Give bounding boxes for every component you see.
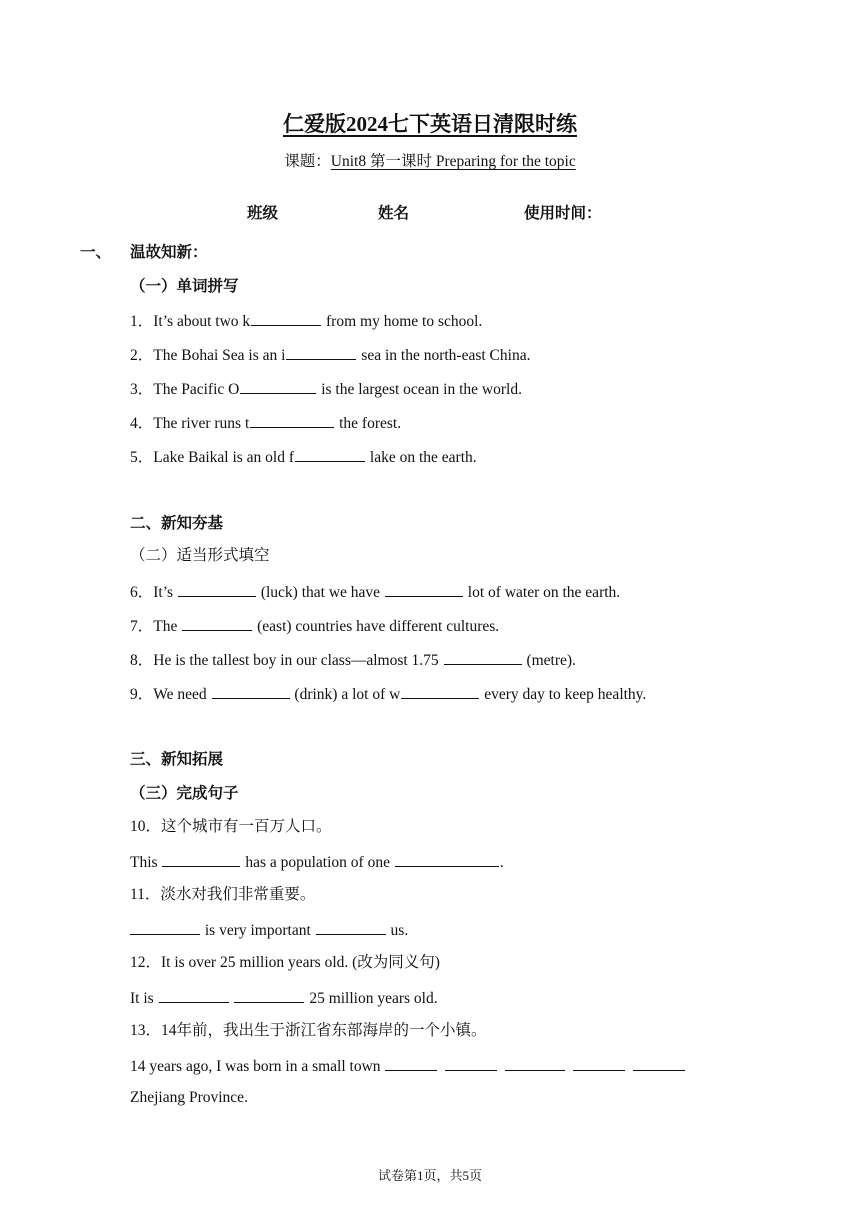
- question-text: (drink) a lot of w: [290, 686, 401, 703]
- question-12-prompt: 12．It is over 25 million years old. (改为同义句): [130, 954, 440, 971]
- class-label: 班级: [247, 204, 279, 222]
- part-1-title: （一）单词拼写: [130, 277, 239, 295]
- answer-blank[interactable]: [316, 919, 386, 935]
- question-text: 25 million years old.: [305, 990, 438, 1007]
- section-1-number: 一、: [80, 243, 112, 261]
- question-text: .: [499, 854, 504, 871]
- question-6: [130, 581, 620, 603]
- part-2-title: （二）适当形式填空: [130, 547, 270, 564]
- answer-blank[interactable]: [295, 446, 365, 462]
- question-text: (luck) that we have: [256, 584, 384, 601]
- subtitle-label: 课题：: [284, 153, 331, 170]
- question-11-prompt: 11．淡水对我们非常重要。: [130, 886, 316, 903]
- question-10-prompt: 10．这个城市有一百万人口。: [130, 818, 332, 835]
- question-text: lake on the earth.: [366, 449, 477, 466]
- question-text: It’s about two k: [153, 313, 251, 330]
- question-text: sea in the north-east China.: [357, 347, 531, 364]
- question-text: The: [153, 618, 182, 635]
- answer-blank[interactable]: [395, 851, 499, 867]
- question-2: [130, 344, 530, 366]
- question-text: lot of water on the earth.: [463, 584, 621, 601]
- question-5: [130, 446, 477, 468]
- section-2-title: 二、新知夯基: [130, 514, 224, 532]
- question-text: This: [130, 854, 162, 871]
- question-text: We need: [153, 686, 211, 703]
- question-10-answer: [130, 851, 504, 873]
- answer-blank[interactable]: [286, 344, 356, 360]
- question-text: The Bohai Sea is an i: [153, 347, 286, 364]
- page-footer: 试卷第1页，共5页: [377, 1168, 482, 1183]
- answer-blank[interactable]: [401, 683, 479, 699]
- question-number: 2．: [130, 347, 154, 364]
- answer-blank[interactable]: [573, 1055, 625, 1071]
- question-text: the forest.: [335, 415, 402, 432]
- question-text: is the largest ocean in the world.: [317, 381, 522, 398]
- answer-blank[interactable]: [633, 1055, 685, 1071]
- question-text: The river runs t: [153, 415, 250, 432]
- question-8: [130, 649, 576, 671]
- answer-blank[interactable]: [385, 1055, 437, 1071]
- section-3-title: 三、新知拓展: [130, 750, 224, 768]
- question-text: It is: [130, 990, 158, 1007]
- answer-blank[interactable]: [234, 987, 304, 1003]
- answer-blank[interactable]: [182, 615, 252, 631]
- answer-blank[interactable]: [444, 649, 522, 665]
- answer-blank[interactable]: [445, 1055, 497, 1071]
- question-text: It’s: [153, 584, 177, 601]
- question-text: from my home to school.: [322, 313, 483, 330]
- question-number: 5．: [130, 449, 154, 466]
- question-9: [130, 683, 646, 705]
- question-3: [130, 378, 522, 400]
- question-number: 6．: [130, 584, 154, 601]
- answer-blank[interactable]: [505, 1055, 565, 1071]
- question-text: us.: [386, 922, 409, 939]
- question-text: (east) countries have different cultures.: [253, 618, 500, 635]
- answer-blank[interactable]: [251, 310, 321, 326]
- question-13-answer-cont: Zhejiang Province.: [130, 1089, 248, 1106]
- answer-blank[interactable]: [212, 683, 290, 699]
- question-number: 7．: [130, 618, 154, 635]
- question-number: 9．: [130, 686, 154, 703]
- question-text: The Pacific O: [153, 381, 240, 398]
- question-7: [130, 615, 499, 637]
- question-text: every day to keep healthy.: [480, 686, 647, 703]
- question-text: Lake Baikal is an old f: [153, 449, 295, 466]
- answer-blank[interactable]: [162, 851, 240, 867]
- question-text: is very important: [201, 922, 315, 939]
- time-label: 使用时间：: [524, 204, 602, 222]
- question-text: 14 years ago, I was born in a small town: [130, 1058, 385, 1075]
- question-12-answer: [130, 987, 438, 1009]
- question-1: [130, 310, 482, 332]
- name-label: 姓名: [378, 204, 410, 222]
- question-number: 3．: [130, 381, 154, 398]
- question-number: 1．: [130, 313, 154, 330]
- question-number: 8．: [130, 652, 154, 669]
- section-1-title: 温故知新：: [130, 243, 208, 261]
- answer-blank[interactable]: [250, 412, 334, 428]
- part-3-title: （三）完成句子: [130, 784, 239, 802]
- question-text: has a population of one: [241, 854, 394, 871]
- question-text: He is the tallest boy in our class—almost 1.75: [153, 652, 443, 669]
- answer-blank[interactable]: [178, 581, 256, 597]
- answer-blank[interactable]: [385, 581, 463, 597]
- answer-blank[interactable]: [240, 378, 316, 394]
- question-13-prompt: 13．14年前，我出生于浙江省东部海岸的一个小镇。: [130, 1022, 487, 1039]
- question-11-answer: [130, 919, 408, 941]
- subtitle-topic: Unit8 第一课时 Preparing for the topic: [330, 153, 576, 170]
- question-number: 4．: [130, 415, 154, 432]
- question-13-answer: [130, 1055, 686, 1077]
- question-text: (metre).: [522, 652, 576, 669]
- page-title: 仁爱版2024七下英语日清限时练: [283, 112, 577, 136]
- answer-blank[interactable]: [130, 919, 200, 935]
- answer-blank[interactable]: [159, 987, 229, 1003]
- subtitle: [0, 152, 860, 172]
- question-4: [130, 412, 401, 434]
